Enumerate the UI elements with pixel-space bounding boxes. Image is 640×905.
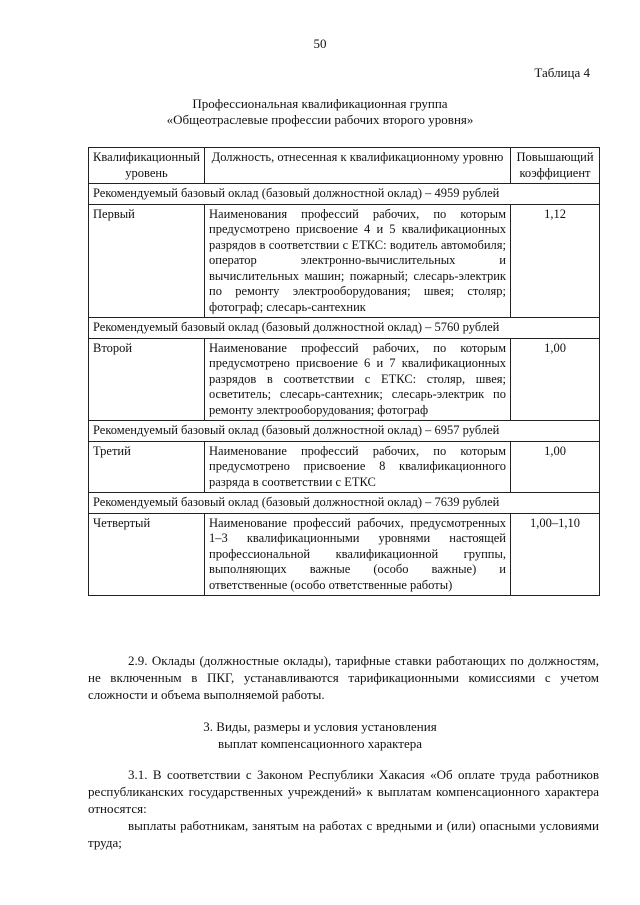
salary-row [89,184,600,205]
paragraph-2-9: 2.9. Оклады (должностные оклады), тарифные ставки работающих по должностям, не включенным в ПКГ, устанавливаются тарификационными комиссиями с учетом сложности и объема выполняемой работы. [88,653,599,702]
header-level: Квалификационный уровень [89,148,205,184]
section-heading-line-2: выплат компенсационного характера [217,736,423,751]
table-row [89,204,600,318]
header-coefficient: Повышающий коэффициент [511,148,600,184]
coefficient-cell: 1,00–1,10 [511,513,600,596]
paragraph-hazard-payments: выплаты работникам, занятым на работах с вредными и (или) опасными условиями труда; [88,818,599,850]
section-3-heading [0,718,640,752]
description-cell: Наименования профессий рабочих, по которым предусмотрено присвоение 4 и 5 квалификационных разрядов в соответствии с ЕТКС: водитель автомобиля; оператор электронно-вычислительных и вычислительных машин; пожарный; слесарь-электрик по ремонту электрооборудования; швея; столяр; фотограф; слесарь-сантехник [205,204,511,318]
description-cell: Наименование профессий рабочих, по которым предусмотрено присвоение 8 квалификационного разряда в соответствии с ЕТКС [205,441,511,493]
level-cell: Третий [89,441,205,493]
salary-row [89,318,600,339]
header-row [89,148,600,184]
caption-line-2: «Общеотраслевые профессии рабочих второго уровня» [166,112,474,127]
caption-line-1: Профессиональная квалификационная группа [192,96,448,111]
salary-text: Рекомендуемый базовый оклад (базовый должностной оклад) – 7639 рублей [89,493,600,514]
level-cell: Четвертый [89,513,205,596]
table-row [89,513,600,596]
section-heading-line-1: 3. Виды, размеры и условия установления [203,719,437,734]
coefficient-cell: 1,00 [511,338,600,421]
salary-row [89,421,600,442]
description-cell: Наименование профессий рабочих, предусмотренных 1–3 квалификационными уровнями настоящей профессиональной квалификационной группы, выполняющих важные (особо важные) и ответственные (особо ответственные работы) [205,513,511,596]
qualification-table [88,147,600,596]
table-label: Таблица 4 [534,65,590,80]
coefficient-cell: 1,12 [511,204,600,318]
level-cell: Второй [89,338,205,421]
table-caption [0,96,640,128]
page-number: 50 [313,36,327,51]
salary-text: Рекомендуемый базовый оклад (базовый должностной оклад) – 6957 рублей [89,421,600,442]
table-row [89,338,600,421]
salary-text: Рекомендуемый базовый оклад (базовый должностной оклад) – 4959 рублей [89,184,600,205]
salary-text: Рекомендуемый базовый оклад (базовый должностной оклад) – 5760 рублей [89,318,600,339]
salary-row [89,493,600,514]
coefficient-cell: 1,00 [511,441,600,493]
level-cell: Первый [89,204,205,318]
header-position: Должность, отнесенная к квалификационному уровню [205,148,511,184]
table-row [89,441,600,493]
paragraph-3-1: 3.1. В соответствии с Законом Республики Хакасия «Об оплате труда работников республиканских государственных учреждений» к выплатам компенсационного характера относятся: [88,767,599,816]
description-cell: Наименование профессий рабочих, по которым предусмотрено присвоение 6 и 7 квалификационных разрядов в соответствии с ЕТКС: столяр, швея; осветитель; слесарь-сантехник; слесарь-электрик по ремонту электрооборудования; фотограф [205,338,511,421]
